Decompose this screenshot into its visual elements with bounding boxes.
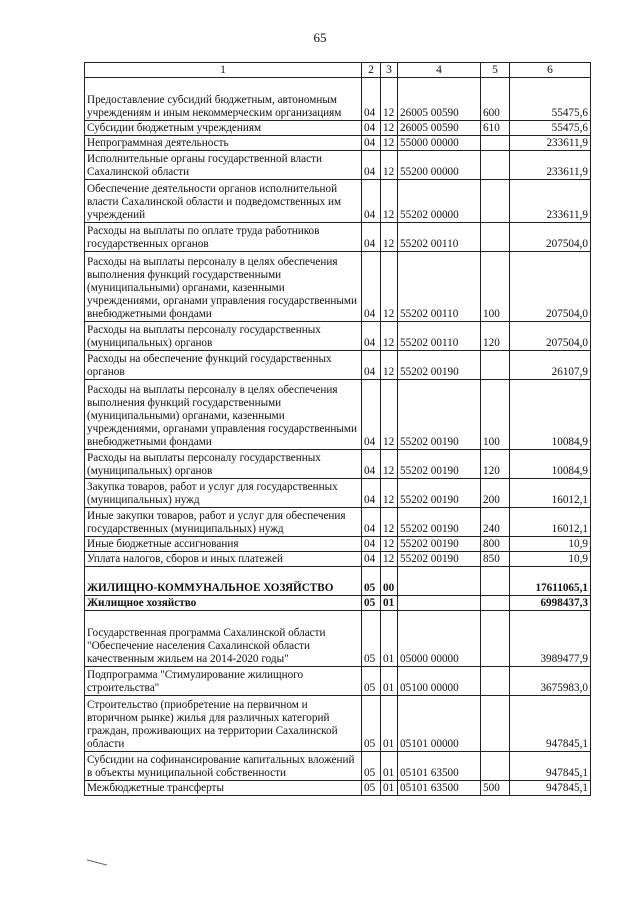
table-row [85,479,591,508]
row-subsection-code: 12 [381,450,398,479]
table-row [85,121,591,136]
row-subsection-code: 12 [381,508,398,537]
row-section-code: 04 [362,351,381,380]
row-subsection-code: 12 [381,479,398,508]
row-subsection-code: 12 [381,380,398,450]
row-section-code: 04 [362,136,381,151]
row-name: Подпрограмма "Стимулирование жилищного строительства" [85,667,362,696]
row-expense-type-code [481,151,510,180]
row-target-code [398,567,481,596]
row-amount: 6998437,3 [510,596,591,611]
row-name: Жилищное хозяйство [85,596,362,611]
row-target-code: 55202 00110 [398,322,481,351]
row-amount: 947845,1 [510,696,591,752]
row-expense-type-code: 200 [481,479,510,508]
row-expense-type-code [481,567,510,596]
row-expense-type-code [481,752,510,781]
row-subsection-code: 12 [381,322,398,351]
row-expense-type-code [481,596,510,611]
row-name: Расходы на выплаты персоналу в целях обеспечения выполнения функций государственными (муниципальными) органами, казенными учреждениями, органами управления государственными внебюджетными фондами [85,380,362,450]
row-name: Расходы на выплаты по оплате труда работников государственных органов [85,223,362,252]
row-target-code: 55000 00000 [398,136,481,151]
row-subsection-code: 12 [381,351,398,380]
row-expense-type-code [481,351,510,380]
page-number: 65 [313,30,327,45]
row-expense-type-code [481,667,510,696]
column-header-4: 4 [398,63,481,78]
row-subsection-code: 01 [381,667,398,696]
row-target-code: 55202 00190 [398,380,481,450]
table-row [85,667,591,696]
row-target-code: 55202 00000 [398,180,481,223]
budget-table [84,62,591,796]
table-row [85,508,591,537]
row-name: Расходы на обеспечение функций государственных органов [85,351,362,380]
row-section-code: 05 [362,567,381,596]
table-row [85,552,591,567]
row-target-code: 05101 63500 [398,752,481,781]
table-row [85,151,591,180]
table-row [85,380,591,450]
table-row [85,752,591,781]
row-section-code: 04 [362,508,381,537]
row-subsection-code: 01 [381,696,398,752]
row-subsection-code: 01 [381,611,398,667]
row-section-code: 04 [362,121,381,136]
row-name: Закупка товаров, работ и услуг для государственных (муниципальных) нужд [85,479,362,508]
row-name: Государственная программа Сахалинской области "Обеспечение населения Сахалинской области качественным жильем на 2014-2020 годы" [85,611,362,667]
row-name: Уплата налогов, сборов и иных платежей [85,552,362,567]
row-amount: 207504,0 [510,223,591,252]
row-amount: 55475,6 [510,121,591,136]
row-name: Иные бюджетные ассигнования [85,537,362,552]
row-section-code: 05 [362,696,381,752]
table-row [85,596,591,611]
row-expense-type-code: 120 [481,450,510,479]
row-amount: 947845,1 [510,781,591,796]
table-row [85,78,591,121]
budget-table-body [85,78,591,796]
table-row [85,223,591,252]
row-section-code: 05 [362,781,381,796]
row-target-code: 26005 00590 [398,78,481,121]
row-subsection-code: 12 [381,121,398,136]
row-amount: 17611065,1 [510,567,591,596]
row-target-code: 05101 63500 [398,781,481,796]
row-subsection-code: 00 [381,567,398,596]
row-section-code: 04 [362,180,381,223]
row-name: Межбюджетные трансферты [85,781,362,796]
table-row [85,537,591,552]
row-section-code: 05 [362,667,381,696]
row-subsection-code: 01 [381,596,398,611]
row-section-code: 04 [362,380,381,450]
row-target-code: 55202 00190 [398,552,481,567]
row-target-code: 55202 00190 [398,537,481,552]
row-expense-type-code: 610 [481,121,510,136]
table-row [85,351,591,380]
row-target-code: 55202 00110 [398,223,481,252]
row-target-code: 55202 00190 [398,508,481,537]
row-expense-type-code [481,611,510,667]
row-section-code: 04 [362,537,381,552]
row-subsection-code: 12 [381,78,398,121]
row-target-code: 55200 00000 [398,151,481,180]
row-section-code: 05 [362,596,381,611]
row-section-code: 05 [362,611,381,667]
row-subsection-code: 01 [381,752,398,781]
table-row [85,322,591,351]
table-row [85,136,591,151]
column-header-6: 6 [510,63,591,78]
row-amount: 233611,9 [510,180,591,223]
row-expense-type-code [481,223,510,252]
table-row [85,781,591,796]
table-row [85,696,591,752]
row-name: Строительство (приобретение на первичном и вторичном рынке) жилья для различных категорий граждан, проживающих на территории Сахалинской области [85,696,362,752]
row-amount: 207504,0 [510,252,591,322]
row-name: Иные закупки товаров, работ и услуг для обеспечения государственных (муниципальных) нужд [85,508,362,537]
row-name: Непрограммная деятельность [85,136,362,151]
row-expense-type-code: 500 [481,781,510,796]
row-target-code: 55202 00190 [398,479,481,508]
row-subsection-code: 01 [381,781,398,796]
column-header-1: 1 [85,63,362,78]
row-expense-type-code [481,180,510,223]
row-amount: 3989477,9 [510,611,591,667]
row-expense-type-code: 600 [481,78,510,121]
row-amount: 10084,9 [510,450,591,479]
row-subsection-code: 12 [381,552,398,567]
row-name: ЖИЛИЩНО-КОММУНАЛЬНОЕ ХОЗЯЙСТВО [85,567,362,596]
row-section-code: 04 [362,479,381,508]
row-amount: 55475,6 [510,78,591,121]
row-expense-type-code: 120 [481,322,510,351]
row-name: Расходы на выплаты персоналу государственных (муниципальных) органов [85,450,362,479]
row-amount: 207504,0 [510,322,591,351]
row-amount: 947845,1 [510,752,591,781]
row-section-code: 04 [362,252,381,322]
row-target-code: 05100 00000 [398,667,481,696]
row-section-code: 04 [362,450,381,479]
row-expense-type-code: 100 [481,380,510,450]
row-expense-type-code: 100 [481,252,510,322]
row-expense-type-code: 850 [481,552,510,567]
row-expense-type-code [481,136,510,151]
column-header-3: 3 [381,63,398,78]
row-subsection-code: 12 [381,537,398,552]
table-row [85,252,591,322]
column-header-2: 2 [362,63,381,78]
row-section-code: 04 [362,151,381,180]
row-name: Субсидии на софинансирование капитальных вложений в объекты муниципальной собственности [85,752,362,781]
column-number-row [85,63,591,78]
row-amount: 233611,9 [510,136,591,151]
row-section-code: 04 [362,322,381,351]
row-subsection-code: 12 [381,252,398,322]
row-name: Расходы на выплаты персоналу в целях обеспечения выполнения функций государственными (муниципальными) органами, казенными учреждениями, органами управления государственными внебюджетными фондами [85,252,362,322]
row-section-code: 04 [362,78,381,121]
table-row [85,180,591,223]
row-amount: 3675983,0 [510,667,591,696]
row-expense-type-code: 240 [481,508,510,537]
row-target-code: 05000 00000 [398,611,481,667]
row-target-code [398,596,481,611]
row-amount: 10,9 [510,537,591,552]
row-target-code: 55202 00190 [398,351,481,380]
row-target-code: 55202 00110 [398,252,481,322]
pen-mark [86,858,108,866]
row-section-code: 04 [362,552,381,567]
row-amount: 233611,9 [510,151,591,180]
row-amount: 26107,9 [510,351,591,380]
row-section-code: 04 [362,223,381,252]
table-row [85,450,591,479]
table-row [85,611,591,667]
row-name: Расходы на выплаты персоналу государственных (муниципальных) органов [85,322,362,351]
row-subsection-code: 12 [381,136,398,151]
row-subsection-code: 12 [381,223,398,252]
table-row [85,567,591,596]
row-name: Субсидии бюджетным учреждениям [85,121,362,136]
column-header-5: 5 [481,63,510,78]
row-target-code: 26005 00590 [398,121,481,136]
row-name: Предоставление субсидий бюджетным, автономным учреждениям и иным некоммерческим организациям [85,78,362,121]
row-subsection-code: 12 [381,180,398,223]
row-amount: 16012,1 [510,479,591,508]
row-name: Исполнительные органы государственной власти Сахалинской области [85,151,362,180]
row-expense-type-code [481,696,510,752]
row-section-code: 05 [362,752,381,781]
row-amount: 10,9 [510,552,591,567]
row-expense-type-code: 800 [481,537,510,552]
row-target-code: 05101 00000 [398,696,481,752]
row-name: Обеспечение деятельности органов исполнительной власти Сахалинской области и подведомственных им учреждений [85,180,362,223]
row-target-code: 55202 00190 [398,450,481,479]
row-subsection-code: 12 [381,151,398,180]
row-amount: 10084,9 [510,380,591,450]
row-amount: 16012,1 [510,508,591,537]
